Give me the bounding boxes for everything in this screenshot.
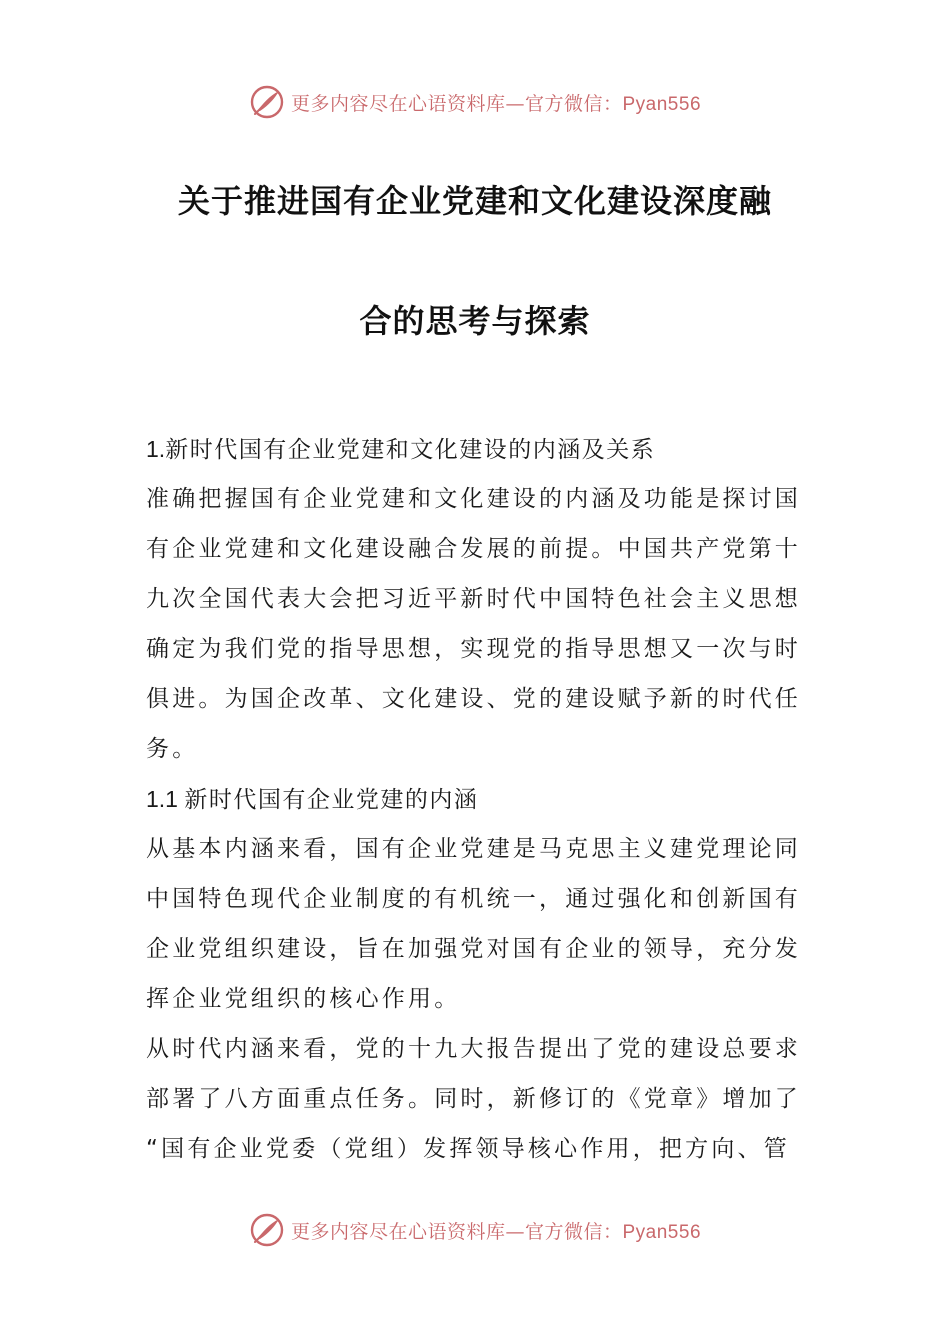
paragraph-line: 俱进。为国企改革、文化建设、党的建设赋予新的时代任 xyxy=(146,686,801,712)
section-heading-1-1: 1.1 新时代国有企业党建的内涵 xyxy=(146,786,479,813)
feather-pen-logo-icon xyxy=(249,84,285,120)
paragraph-line: 企业党组织建设，旨在加强党对国有企业的领导，充分发 xyxy=(146,936,801,962)
paragraph-line: 中国特色现代企业制度的有机统一，通过强化和创新国有 xyxy=(146,886,801,912)
page-title-line-2: 合的思考与探索 xyxy=(359,302,591,340)
wechat-id: Pyan556 xyxy=(622,1221,702,1243)
paragraph-line: 从时代内涵来看，党的十九大报告提出了党的建设总要求 xyxy=(146,1036,801,1062)
watermark-banner-bottom xyxy=(0,1210,950,1250)
feather-pen-logo-icon xyxy=(249,1212,285,1248)
watermark-label: 更多内容尽在心语资料库—官方微信： xyxy=(290,92,623,115)
document-body xyxy=(146,424,806,1174)
paragraph-line: “国有企业党委（党组）发挥领导核心作用，把方向、管 xyxy=(146,1136,790,1162)
paragraph-line: 部署了八方面重点任务。同时，新修订的《党章》增加了 xyxy=(146,1086,801,1112)
section-heading-1: 1.新时代国有企业党建和文化建设的内涵及关系 xyxy=(146,436,656,463)
paragraph-line: 挥企业党组织的核心作用。 xyxy=(146,986,461,1012)
page-title-line-1: 关于推进国有企业党建和文化建设深度融 xyxy=(177,182,772,220)
watermark-text xyxy=(291,1217,701,1244)
paragraph-line: 确定为我们党的指导思想，实现党的指导思想又一次与时 xyxy=(146,636,801,662)
paragraph-line: 务。 xyxy=(146,736,199,762)
watermark-text xyxy=(291,89,701,116)
watermark-banner-top xyxy=(0,82,950,122)
paragraph-line: 从基本内涵来看，国有企业党建是马克思主义建党理论同 xyxy=(146,836,801,862)
watermark-label: 更多内容尽在心语资料库—官方微信： xyxy=(290,1220,623,1243)
paragraph-line: 九次全国代表大会把习近平新时代中国特色社会主义思想 xyxy=(146,586,801,612)
paragraph-line: 有企业党建和文化建设融合发展的前提。中国共产党第十 xyxy=(146,536,801,562)
paragraph-line: 准确把握国有企业党建和文化建设的内涵及功能是探讨国 xyxy=(146,486,801,512)
wechat-id: Pyan556 xyxy=(622,93,702,115)
